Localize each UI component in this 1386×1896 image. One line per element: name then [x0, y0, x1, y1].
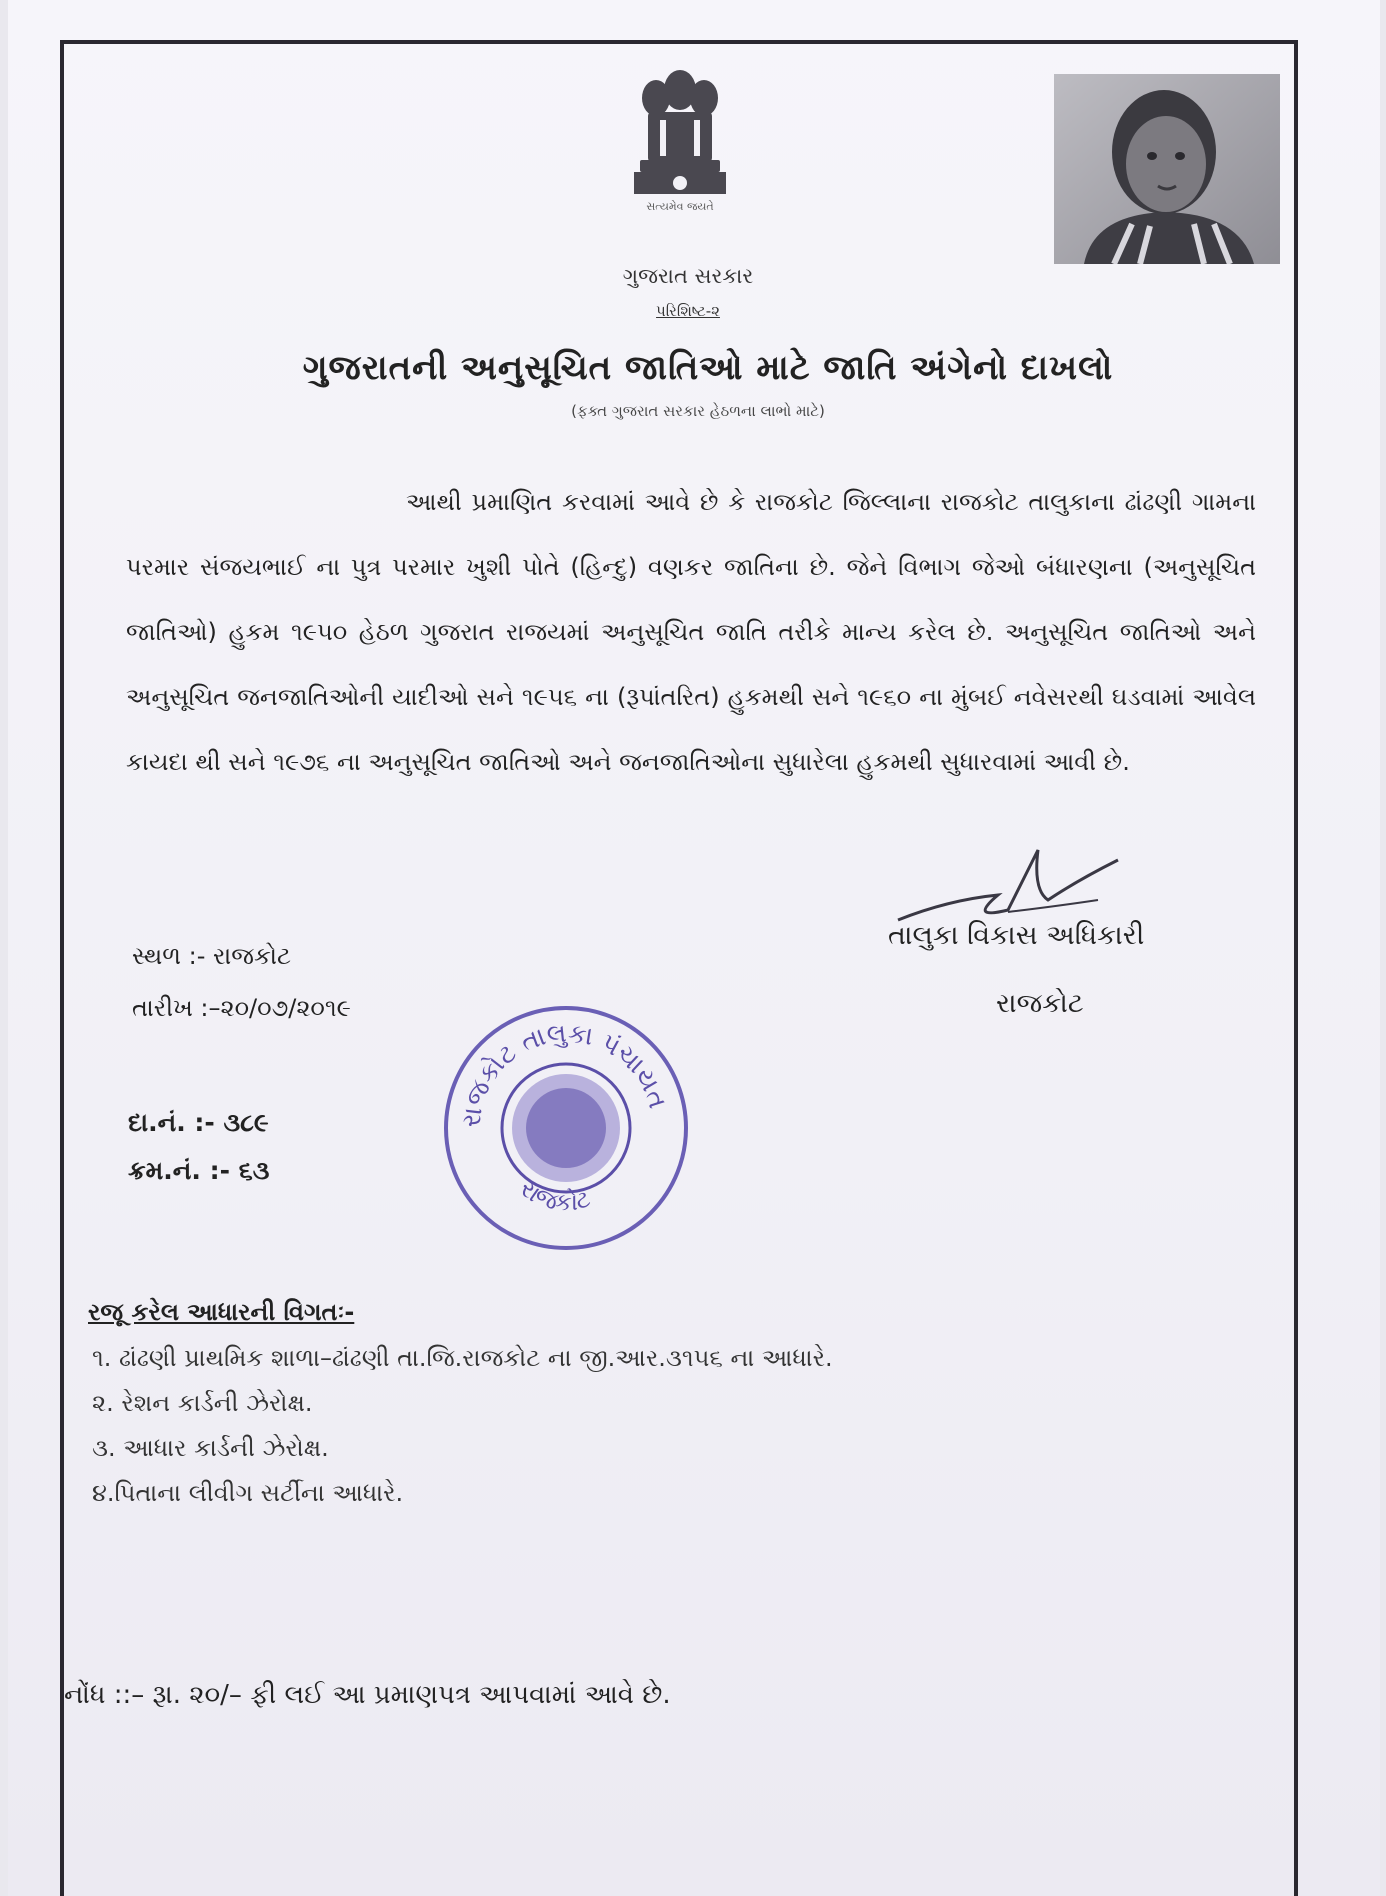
stamp-top-text: રાજકોટ તાલુકા પંચાયત: [456, 1018, 673, 1129]
serial-number: ક્રમ.નં. :- ૬૩: [128, 1156, 270, 1185]
certificate-sheet: [8, 0, 1380, 1896]
certificate-paragraph: આથી પ્રમાણિત કરવામાં આવે છે કે રાજકોટ જિલ્લાના રાજકોટ તાલુકાના ઢાંઢણી ગામના પરમાર સંજયભાઈ ના પુત્ર પરમાર ખુશી પોતે (હિન્દુ) વણકર જાતિના છે. જેને વિભાગ જેઓ બંધારણના (અનુસૂચિત જાતિઓ) હુકમ ૧૯૫૦ હેઠળ ગુજરાત રાજયમાં અનુસૂચિત જાતિ તરીકે માન્ય કરેલ છે. અનુસૂચિત જાતિઓ અને અનુસૂચિત જનજાતિઓની યાદીઓ સને ૧૯૫૬ ના (રૂપાંતરિત) હુકમથી સને ૧૯૬૦ ના મુંબઈ નવેસરથી ઘડવામાં આવેલ કાયદા થી સને ૧૯૭૬ ના અનુસૂચિત જાતિઓ અને જનજાતિઓના સુધારેલા હુકમથી સુધારવામાં આવી છે.: [126, 488, 1256, 776]
documents-list: [92, 1336, 833, 1516]
signatory-place: રાજકોટ: [996, 988, 1084, 1019]
government-name: ગુજરાત સરકાર: [622, 264, 754, 288]
list-item: ૩. આધાર કાર્ડની ઝેરોક્ષ.: [92, 1434, 329, 1462]
stamp-bottom-text: રાજકોટ: [514, 1174, 594, 1217]
list-item: ૨. રેશન કાર્ડની ઝેરોક્ષ.: [92, 1389, 313, 1417]
list-item: ૧. ઢાંઢણી પ્રાથમિક શાળા–ઢાંઢણી તા.જિ.રાજકોટ ના જી.આર.૩૧૫૬ ના આધારે.: [92, 1344, 833, 1372]
signatory-designation: તાલુકા વિકાસ અધિકારી: [888, 920, 1145, 951]
list-item: ૪.પિતાના લીવીગ સર્ટીના આધારે.: [92, 1479, 404, 1507]
fee-note: નોંધ ::– રૂા. ૨૦/– ફી લઈ આ પ્રમાણપત્ર આપવામાં આવે છે.: [64, 1680, 671, 1710]
annexure-label: પરિશિષ્ટ-૨: [656, 302, 720, 320]
issue-place: સ્થળ :- રાજકોટ: [132, 942, 291, 970]
certificate-body: [126, 470, 1256, 795]
da-number: દા.નં. :- ૩૮૯: [128, 1108, 269, 1137]
emblem-caption: સત્યમેવ જયતે: [646, 200, 714, 213]
issue-date: તારીખ :–૨૦/૦૭/૨૦૧૯: [132, 994, 351, 1022]
certificate-subtitle: (ફક્ત ગુજરાત સરકાર હેઠળના લાભો માટે): [571, 402, 825, 420]
official-stamp: [440, 1002, 692, 1254]
applicant-photo: [1054, 74, 1280, 264]
certificate-title: ગુજરાતની અનુસૂચિત જાતિઓ માટે જાતિ અંગેનો દાખલો: [302, 348, 1114, 388]
documents-heading: રજૂ કરેલ આધારની વિગતઃ-: [88, 1298, 355, 1326]
